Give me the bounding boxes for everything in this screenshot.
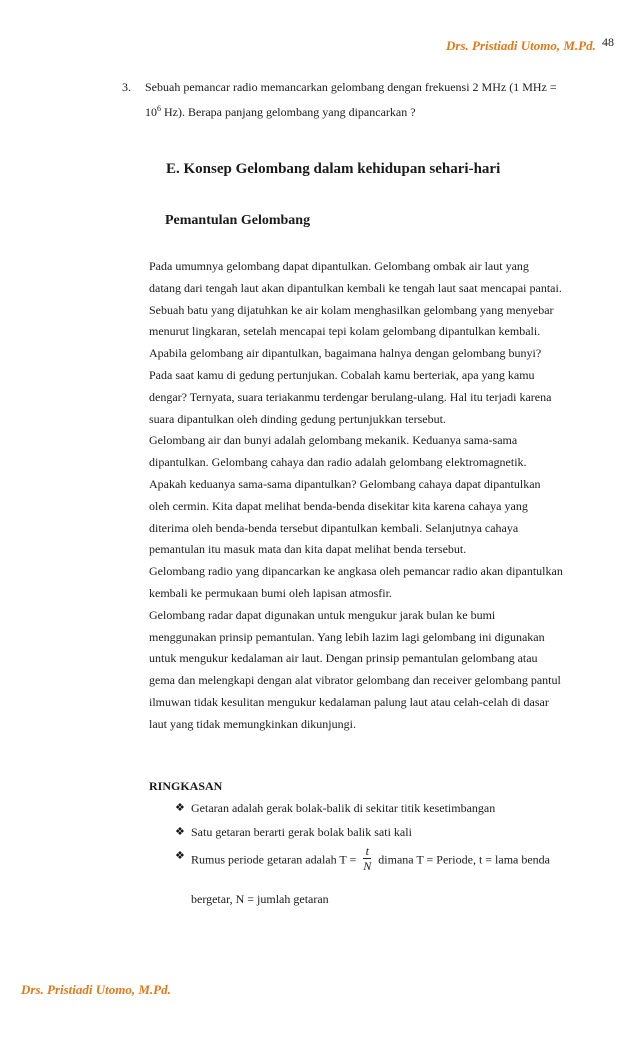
paragraph-line: menggunakan prinsip pemantulan. Yang lebih lazim lagi gelombang ini digunakan — [149, 629, 545, 644]
section-title: E. Konsep Gelombang dalam kehidupan sehari-hari — [166, 161, 501, 177]
paragraph-line: Gelombang air dan bunyi adalah gelombang mekanik. Keduanya sama-sama — [149, 433, 518, 448]
subsection-title: Pemantulan Gelombang — [165, 213, 311, 228]
diamond-bullet-icon: ❖ — [175, 826, 185, 838]
question-3 — [122, 75, 592, 125]
paragraph-line: Apabila gelombang air dipantulkan, bagaimana halnya dengan gelombang bunyi? — [149, 346, 542, 361]
body-paragraph — [149, 256, 563, 736]
summary-item: ❖ Satu getaran berarti gerak bolak balik sati kali — [175, 822, 550, 846]
paragraph-line: datang dari tengah laut akan dipantulkan kembali ke tengah laut saat mencapai pantai. — [149, 280, 562, 295]
question-number: 3. — [122, 80, 131, 94]
diamond-bullet-icon: ❖ — [175, 850, 185, 862]
paragraph-line: ilmuwan tidak kesulitan mengukur kedalaman palung laut atau celah-celah di dasar — [149, 694, 549, 709]
summary-item-formula: ❖ Rumus periode getaran adalah T = $\frac{t}{N}$ dimana T = Periode, t = lama benda bergetar, N = jumlah getaran — [175, 844, 551, 906]
summary-heading: RINGKASAN — [149, 779, 223, 793]
paragraph-line: gema dan melengkapi dengan alat vibrator gelombang dan receiver gelombang pantul — [149, 673, 561, 688]
paragraph-line: menurut lingkaran, setelah mencapai tepi kolam gelombang dipantulkan kembali. — [149, 324, 541, 339]
footer-author: Drs. Pristiadi Utomo, M.Pd. — [21, 982, 171, 997]
question-text — [145, 75, 592, 125]
paragraph-line: diterima oleh benda-benda tersebut dipantulkan kembali. Selanjutnya cahaya — [149, 520, 519, 535]
paragraph-line: Gelombang radio yang dipancarkan ke angkasa oleh pemancar radio akan dipantulkan — [149, 564, 563, 579]
paragraph-line: Pada umumnya gelombang dapat dipantulkan. Gelombang ombak air laut yang — [149, 259, 529, 273]
summary-list — [175, 798, 550, 908]
paragraph-line: dipantulkan. Gelombang cahaya dan radio adalah gelombang elektromagnetik. — [149, 455, 527, 470]
page-number: 48 — [602, 35, 614, 49]
paragraph-line: Sebuah batu yang dijatuhkan ke air kolam menghasilkan gelombang yang menyebar — [149, 302, 554, 317]
paragraph-line: Gelombang radar dapat digunakan untuk mengukur jarak bulan ke bumi — [149, 607, 496, 622]
paragraph-line: dengar? Ternyata, suara teriakanmu terdengar berulang-ulang. Hal itu terjadi karena — [149, 389, 552, 404]
question-line-2: $10^6$ Hz). Berapa panjang gelombang yang dipancarkan ? — [145, 104, 416, 119]
paragraph-line: Pada saat kamu di gedung pertunjukan. Cobalah kamu berteriak, apa yang kamu — [149, 367, 535, 382]
question-line-1: Sebuah pemancar radio memancarkan gelombang dengan frekuensi 2 MHz (1 MHz = — [145, 80, 557, 94]
fraction-t-over-n: $\frac{t}{N}$ — [363, 844, 372, 873]
header-author: Drs. Pristiadi Utomo, M.Pd. — [446, 38, 596, 53]
paragraph-line: untuk mengukur kedalaman air laut. Dengan prinsip pemantulan gelombang atau — [149, 651, 538, 666]
paragraph-line: laut yang tidak memungkinkan dikunjungi. — [149, 716, 356, 731]
diamond-bullet-icon: ❖ — [175, 802, 185, 814]
paragraph-line: pemantulan itu masuk mata dan kita dapat melihat benda tersebut. — [149, 542, 467, 557]
paragraph-line: kembali ke permukaan bumi oleh lapisan atmosfir. — [149, 585, 392, 600]
paragraph-line: oleh cermin. Kita dapat melihat benda-benda disekitar kita karena cahaya yang — [149, 498, 528, 513]
paragraph-line: suara dipantulkan oleh dinding gedung pertunjukkan tersebut. — [149, 411, 446, 426]
paragraph-line: Apakah keduanya sama-sama dipantulkan? Gelombang cahaya dapat dipantulkan — [149, 476, 541, 491]
summary-item: ❖ Getaran adalah gerak bolak-balik di sekitar titik kesetimbangan — [175, 798, 550, 822]
